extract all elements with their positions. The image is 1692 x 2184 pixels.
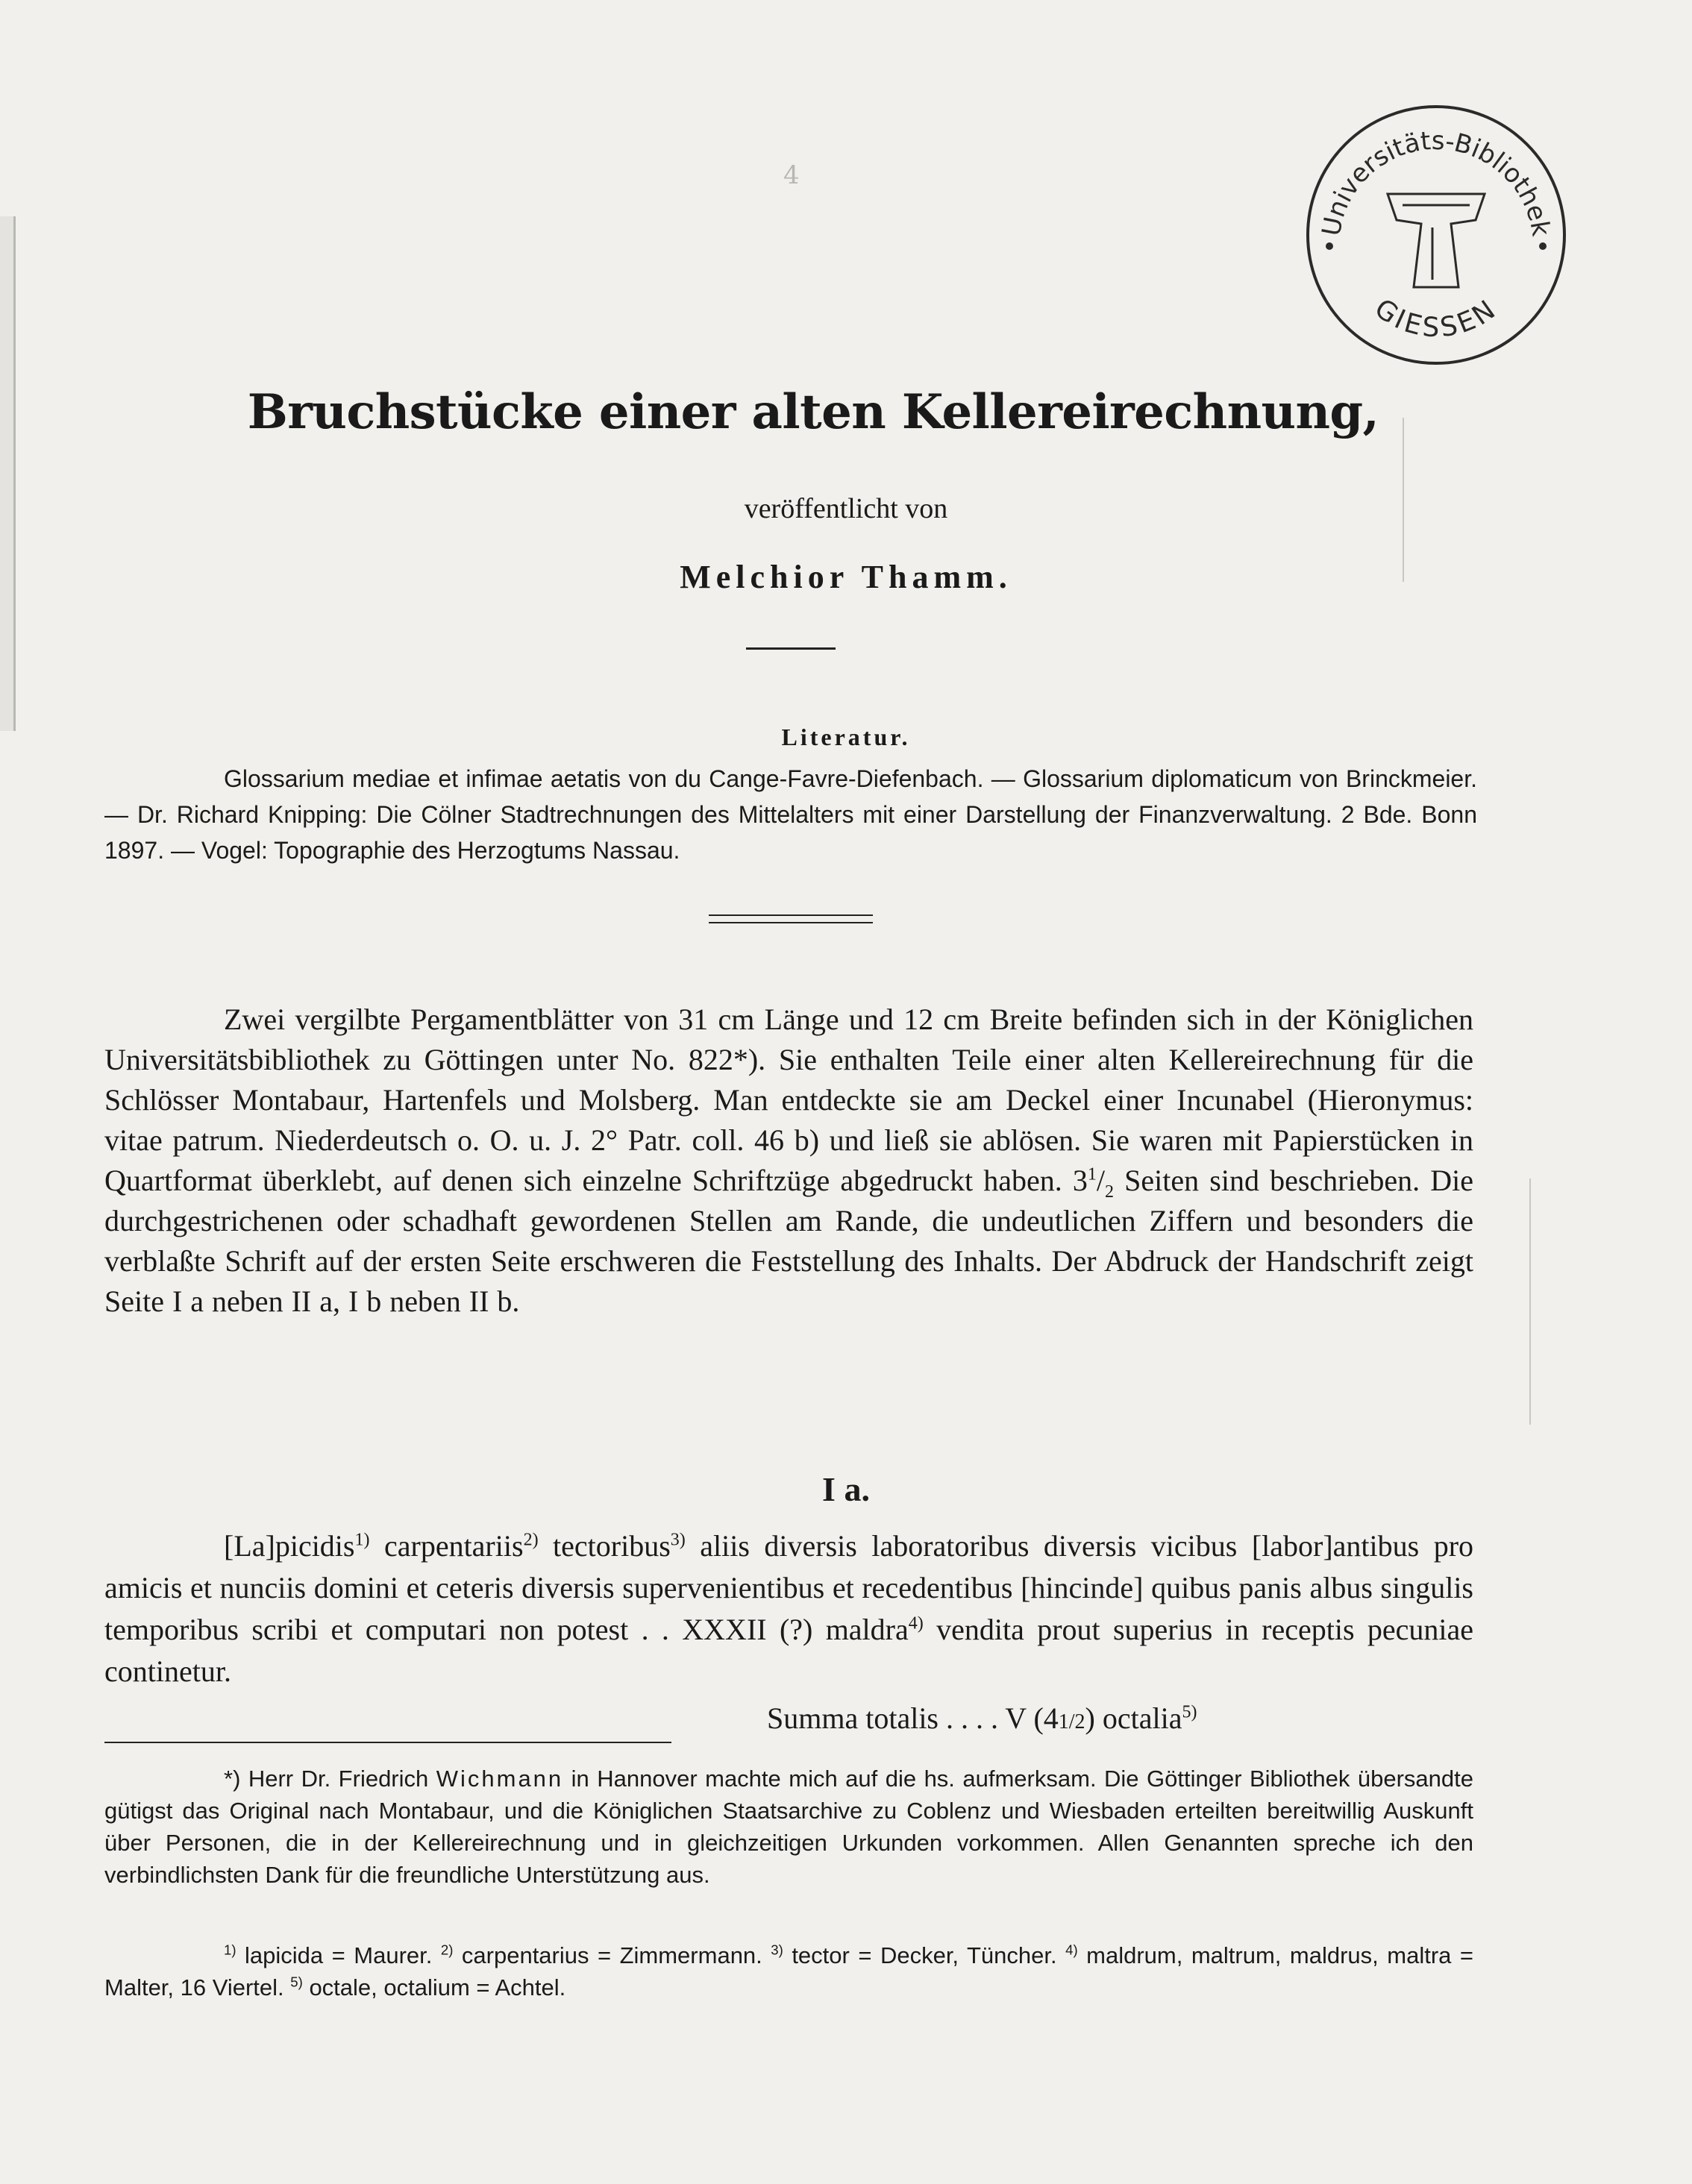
footnote-def: tector = Decker, Tüncher.	[783, 1942, 1066, 1968]
intro-text: . Sie enthalten Teile einer alten Kellereirechnung für die Schlösser Montabaur, Hartenfels und Molsberg. Man entdeckte sie am Deckel einer Incunabel (Hieronymus: vitae patrum. Niederdeutsch o. O. u. J. 2° Patr. coll. 46 b) und ließ sie ablösen. Sie waren mit Papierstücken in Quartformat überklebt, auf denen sich einzelne Schriftzüge abgedruckt haben. 3	[104, 1043, 1473, 1197]
bleed-page-number: 4	[783, 160, 800, 190]
tau-cross-icon	[1388, 194, 1485, 287]
footnote-ref: 5)	[1182, 1702, 1197, 1722]
footnote-def: lapicida = Maurer.	[236, 1942, 441, 1968]
library-stamp-icon	[1298, 97, 1574, 373]
footnote-divider	[104, 1742, 671, 1743]
literature-heading: Literatur.	[781, 724, 911, 750]
footnote-ref: 3)	[670, 1530, 686, 1550]
section-heading: I a.	[822, 1470, 870, 1508]
footnote-marker: 1)	[224, 1942, 236, 1958]
footnote-marker: 2)	[440, 1942, 454, 1958]
divider	[746, 647, 836, 650]
footnote-star	[104, 1763, 1473, 1891]
double-divider	[709, 914, 873, 923]
intro-text: Seiten sind beschrieben. Die durchgestrichenen oder schadhaft gewordenen Stellen am Rande, die undeutlichen Ziffern und besonders die verblaßte Schrift auf der ersten Seite erschweren die Feststellung des Inhalts. Der Abdruck der Handschrift zeigt Seite I a neben II a, I b neben II b.	[104, 1164, 1473, 1318]
summa-totalis	[767, 1701, 1483, 1736]
footnote-marker: *)	[733, 1043, 759, 1076]
summa-text: Summa totalis . . . . V (4	[767, 1701, 1059, 1735]
stamp-top-text: Universitäts-Bibliothek	[1316, 125, 1556, 239]
intro-paragraph: Zwei vergilbte Pergamentblätter von 31 cm Länge und 12 cm Breite befinden sich in der Königlichen Universitätsbibliothek zu Göttingen unter No. 822*). Sie enthalten Teile einer alten Kellereirechnung für die Schlösser Montabaur, Hartenfels und Molsberg. Man entdeckte sie am Deckel einer Incunabel (Hieronymus: vitae patrum. Niederdeutsch o. O. u. J. 2° Patr. coll. 46 b) und ließ sie ablösen. Sie waren mit Papierstücken in Quartformat überklebt, auf denen sich einzelne Schriftzüge abgedruckt haben. $3^1/_2$ Seiten sind beschrieben. Die durchgestrichenen oder schadhaft gewordenen Stellen am Rande, die undeutlichen Ziffern und besonders die verblaßte Schrift auf der ersten Seite erschweren die Feststellung des Inhalts. Der Abdruck der Handschrift zeigt Seite I a neben II a, I b neben II b.	[104, 1002, 1473, 1318]
author-name: Melchior Thamm.	[680, 559, 1012, 595]
latin-text: vendita prout superius in receptis pecuniae continetur.	[104, 1613, 1473, 1688]
footnote-text: *) Herr Dr. Friedrich	[224, 1766, 436, 1792]
literature-paragraph: Glossarium mediae et infimae aetatis von du Cange-Favre-Diefenbach. — Glossarium diplomaticum von Brinckmeier. — Dr. Richard Knipping: Die Cölner Stadtrechnungen des Mittelalters mit einer Darstellung der Finanzverwaltung. 2 Bde. Bonn 1897. — Vogel: Topographie des Herzogtums Nassau.	[104, 765, 1477, 864]
bleed-through-line	[1529, 1179, 1531, 1425]
footnote-ref: 1)	[354, 1530, 370, 1550]
footnote-person: Wichmann	[436, 1766, 564, 1792]
fraction-numerator: 1	[1087, 1164, 1097, 1184]
fraction-denominator: 2	[1105, 1182, 1114, 1202]
footnote-definitions	[104, 1939, 1473, 2003]
page-title: Bruchstücke einer alten Kellereirechnung,	[247, 384, 1379, 440]
footnote-marker: 4)	[1065, 1942, 1078, 1958]
stamp-bottom-text: GIESSEN	[1368, 292, 1504, 344]
latin-text: [La]picidis	[224, 1529, 355, 1563]
footnote-ref: 2)	[523, 1530, 539, 1550]
latin-text: carpentariis	[369, 1529, 524, 1563]
byline: veröffentlicht von	[744, 493, 948, 524]
latin-text: aliis diversis laboratoribus diversis vicibus [labor]antibus pro amicis et nunciis domini et ceteris diversis supervenientibus et recedentibus [hincinde] quibus panis albus singulis temporibus scribi et computari non potest . . XXXII (?) maldra	[104, 1529, 1474, 1646]
footnote-ref: 4)	[908, 1613, 924, 1634]
footnote-def: maldrum, maltrum, maldrus, maltra = Malter, 16 Viertel.	[104, 1942, 1473, 2001]
footnote-text: in Hannover machte mich auf die hs. aufmerksam. Die Göttinger Bibliothek übersandte gütigst das Original nach Montabaur, und die Königlichen Staatsarchive zu Coblenz und Wiesbaden erteilten bereitwillig Auskunft über Personen, die in der Kellereirechnung und in gleichzeitigen Urkunden vorkommen. Allen Genannten spreche ich den verbindlichsten Dank für die freundliche Unterstützung aus.	[104, 1766, 1473, 1888]
footnote-marker: 5)	[290, 1974, 303, 1990]
summa-fraction: 1/2	[1058, 1710, 1085, 1733]
footnote-marker: 3)	[771, 1942, 783, 1958]
summa-text: ) octalia	[1085, 1701, 1182, 1735]
latin-text: tectoribus	[538, 1529, 671, 1563]
intro-text: Zwei vergilbte Pergamentblätter von 31 cm Länge und 12 cm Breite befinden sich in der Königlichen Universitätsbibliothek zu Göttingen unter No. 822	[104, 1002, 1473, 1076]
page-edge-strip	[0, 216, 16, 731]
footnote-def: octale, octalium = Achtel.	[302, 1974, 566, 2001]
footnote-def: carpentarius = Zimmermann.	[453, 1942, 771, 1968]
latin-entry	[104, 1525, 1473, 1692]
